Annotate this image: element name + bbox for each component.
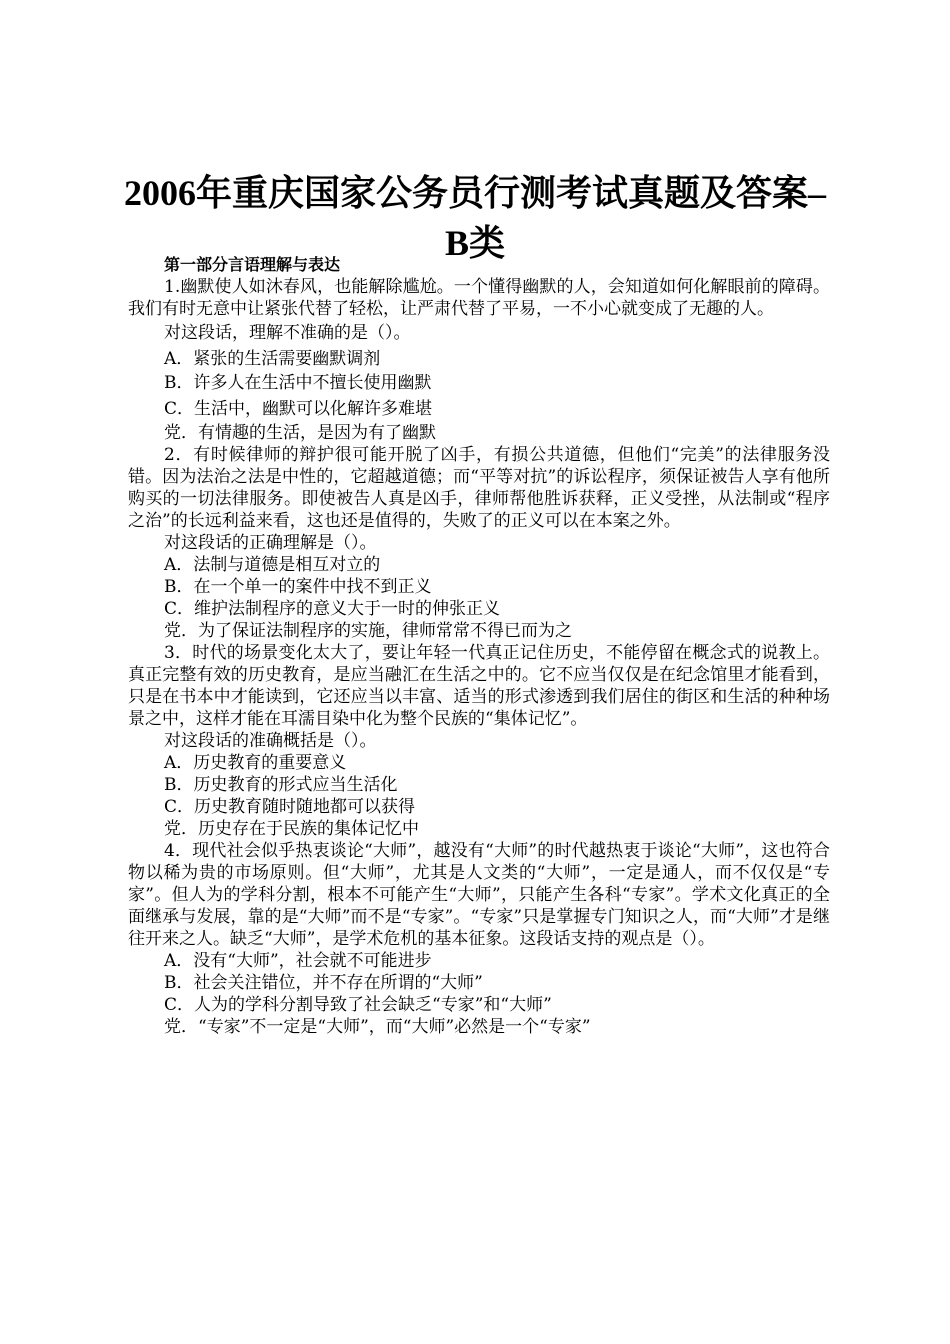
section-heading: 第一部分言语理解与表达 <box>164 255 341 274</box>
document-body <box>128 254 830 1038</box>
question-2-option-b: B．在一个单一的案件中找不到正义 <box>164 577 432 597</box>
question-2-option-d: 党．为了保证法制程序的实施，律师常常不得已而为之 <box>164 621 572 641</box>
question-3-option-d: 党．历史存在于民族的集体记忆中 <box>164 819 419 839</box>
question-2-prompt: 对这段话的正确理解是（）。 <box>164 533 377 553</box>
question-1-option-c: C．生活中，幽默可以化解许多难堪 <box>164 399 433 419</box>
question-3-stem: 3．时代的场景变化太大了，要让年轻一代真正记住历史，不能停留在概念式的说教上。真正完整有效的历史教育，是应当融汇在生活之中的。它不应当仅仅是在纪念馆里才能看到，只是在书本中才能读到，它还应当以丰富、适当的形式渗透到我们居住的街区和生活的种种场景之中，这样才能在耳濡目染中化为整个民族的“集体记忆”。 <box>128 643 830 729</box>
question-1-prompt: 对这段话，理解不准确的是（）。 <box>164 323 411 343</box>
title-line-2: B类 <box>444 223 505 263</box>
question-3-option-a: A．历史教育的重要意义 <box>164 753 347 773</box>
question-1-option-a: A．紧张的生活需要幽默调剂 <box>164 349 381 369</box>
question-2-stem: 2．有时候律师的辩护很可能开脱了凶手，有损公共道德，但他们“完美”的法律服务没错。因为法治之法是中性的，它超越道德；而“平等对抗”的诉讼程序，须保证被告人享有他所购买的一切法律服务。即使被告人真是凶手，律师帮他胜诉获释，正义受挫，从法制或“程序之治”的长远利益来看，这也还是值得的，失败了的正义可以在本案之外。 <box>128 445 830 531</box>
question-1-option-b: B．许多人在生活中不擅长使用幽默 <box>164 373 432 393</box>
question-4-stem: 4．现代社会似乎热衷谈论“大师”，越没有“大师”的时代越热衷于谈论“大师”，这也符合物以稀为贵的市场原则。但“大师”，尤其是人文类的“大师”，一定是通人，而不仅仅是“专家”。但人为的学科分割，根本不可能产生“大师”，只能产生各科“专家”。学术文化真正的全面继承与发展，靠的是“大师”而不是“专家”。“专家”只是掌握专门知识之人，而“大师”才是继往开来之人。缺乏“大师”，是学术危机的基本征象。这段话支持的观点是（）。 <box>128 841 830 949</box>
question-2-option-c: C．维护法制程序的意义大于一时的伸张正义 <box>164 599 501 619</box>
document-title <box>120 168 830 268</box>
question-3-option-b: B．历史教育的形式应当生活化 <box>164 775 398 795</box>
title-line-1: 2006年重庆国家公务员行测考试真题及答案– <box>123 173 826 213</box>
question-1-option-d: 党．有情趣的生活，是因为有了幽默 <box>164 423 436 443</box>
question-4-option-d: 党．“专家”不一定是“大师”，而“大师”必然是一个“专家” <box>164 1017 591 1037</box>
question-4-option-b: B．社会关注错位，并不存在所谓的“大师” <box>164 973 483 993</box>
question-1-stem: 1.幽默使人如沐春风，也能解除尴尬。一个懂得幽默的人，会知道如何化解眼前的障碍。我们有时无意中让紧张代替了轻松，让严肃代替了平易，一不小心就变成了无趣的人。 <box>128 277 830 319</box>
question-4-option-c: C．人为的学科分割导致了社会缺乏“专家”和“大师” <box>164 995 552 1015</box>
question-2-option-a: A．法制与道德是相互对立的 <box>164 555 381 575</box>
question-3-prompt: 对这段话的准确概括是（）。 <box>164 731 377 751</box>
question-4-option-a: A．没有“大师”，社会就不可能进步 <box>164 951 432 971</box>
question-3-option-c: C．历史教育随时随地都可以获得 <box>164 797 416 817</box>
